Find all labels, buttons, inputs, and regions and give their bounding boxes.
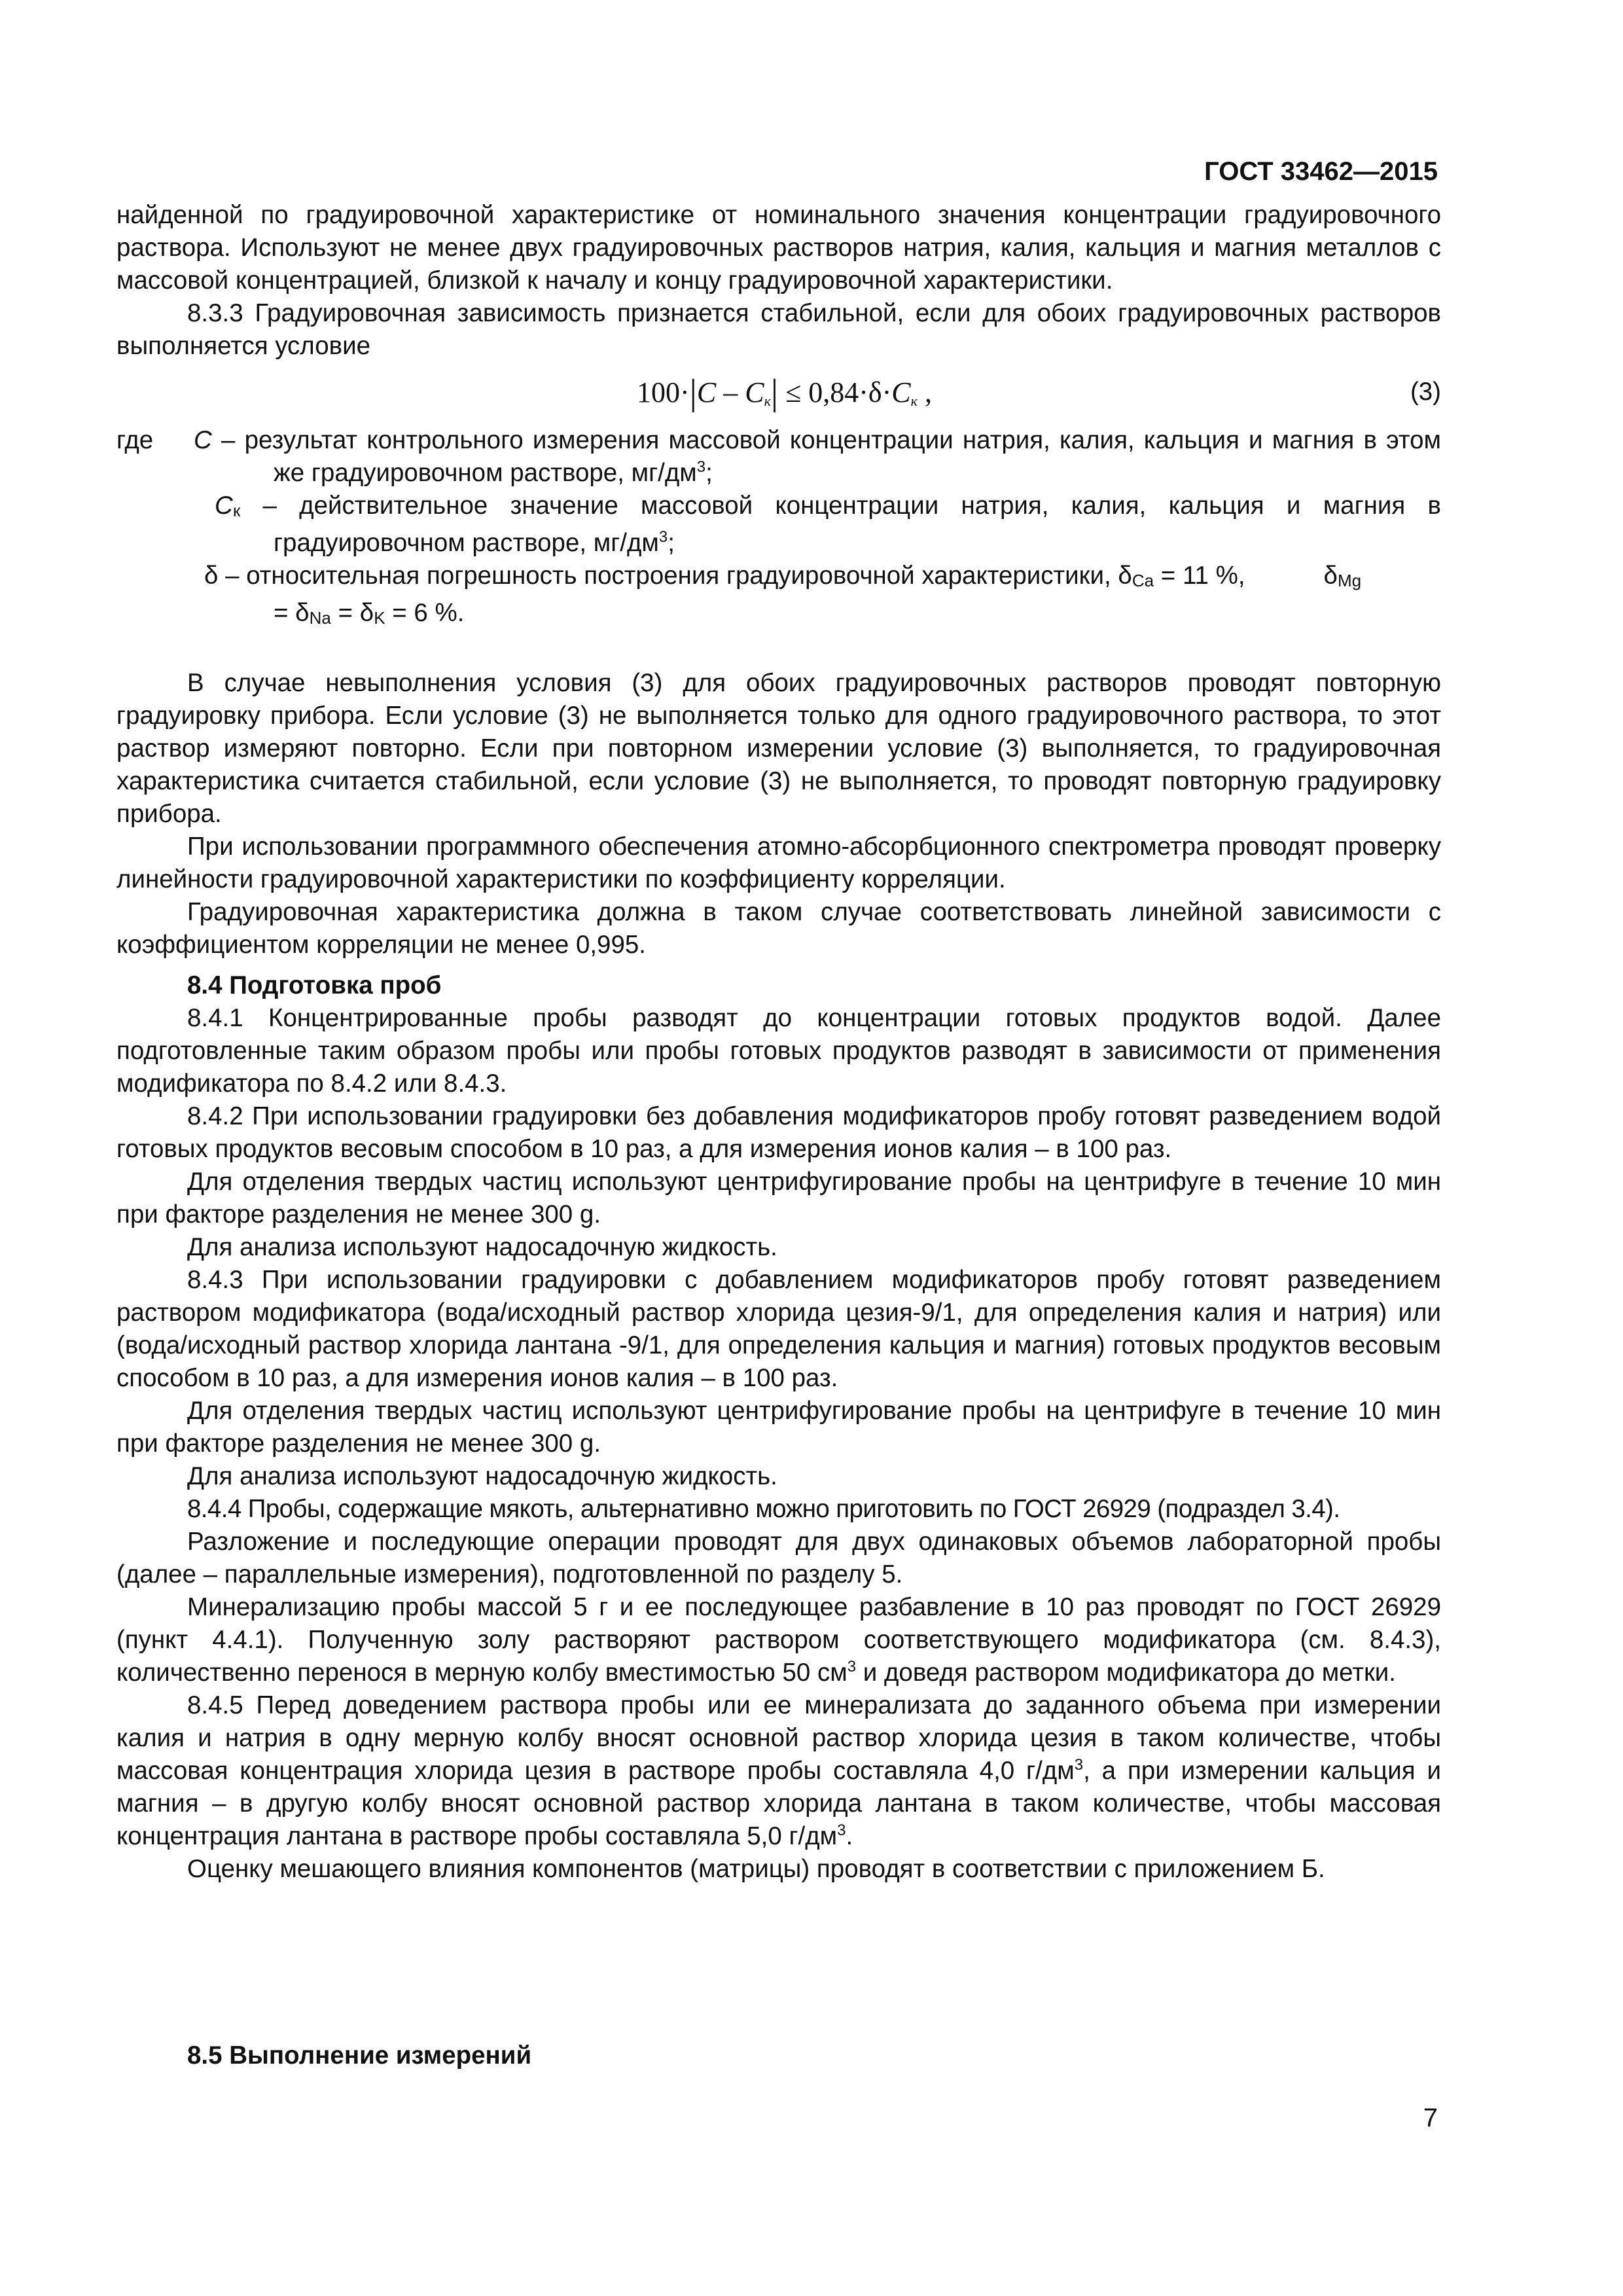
paragraph-8-4-2-centrifuge: Для отделения твердых частиц используют центрифугирование пробы на центрифуге в течение 10 мин при факторе разделения не менее 300 g.: [116, 1168, 1441, 1229]
paragraph-8-4-4-mineralization: Минерализацию пробы массой 5 г и ее последующее разбавление в 10 раз проводят по ГОСТ 26929 (пункт 4.4.1). Полученную золу растворяют раствором соответствующего модификатора (см. 8.4.3), количественно перенося в мерную колбу вместимостью 50 $см^3$ и доведя раствором модификатора до метки.: [116, 1593, 1441, 1687]
where-word: где: [116, 426, 154, 454]
formula-number: (3): [1410, 378, 1441, 406]
standard-header: ГОСТ 33462—2015: [1204, 157, 1438, 186]
paragraph-8-3-3: 8.3.3 Градуировочная зависимость признается стабильной, если для обоих градуировочных растворов выполняется условие: [116, 299, 1441, 360]
paragraph-8-4-4-decomposition: Разложение и последующие операции проводят для двух одинаковых объемов лабораторной пробы (далее – параллельные измерения), подготовленной по разделу 5.: [116, 1528, 1441, 1588]
paragraph-linearity: Градуировочная характеристика должна в таком случае соответствовать линейной зависимости с коэффициентом корреляции не менее 0,995.: [116, 898, 1441, 959]
paragraph-8-4-3-supernatant: Для анализа используют надосадочную жидкость.: [187, 1462, 777, 1490]
paragraph-8-4-2-supernatant: Для анализа используют надосадочную жидкость.: [187, 1233, 777, 1261]
section-8-5-title: 8.5 Выполнение измерений: [187, 2041, 532, 2070]
paragraph-8-4-4: 8.4.4 Пробы, содержащие мякоть, альтернативно можно приготовить по ГОСТ 26929 (подраздел 3.4).: [187, 1495, 1340, 1523]
page-number: 7: [1423, 2104, 1438, 2132]
where-ck: Ск – действительное значение массовой концентрации натрия, калия, кальция и магния в градуировочном растворе, $мг/дм^3$;: [215, 492, 1441, 557]
paragraph-8-4-3: 8.4.3 При использовании градуировки с добавлением модификаторов пробу готовят разведением раствором модификатора (вода/исходный раствор хлорида цезия-9/1, для определения калия и натрия) или (вода/исходный раствор хлорида лантана -9/1, для определения кальция и магния) готовых продуктов весовым способом в 10 раз, а для измерения ионов калия – в 100 раз.: [116, 1266, 1441, 1392]
paragraph-intro: найденной по градуировочной характеристике от номинального значения концентрации градуировочного раствора. Используют не менее двух градуировочных растворов натрия, калия, кальция и магния металлов с массовой концентрацией, близкой к началу и концу градуировочной характеристики.: [116, 201, 1441, 295]
paragraph-8-4-5: 8.4.5 Перед доведением раствора пробы или ее минерализата до заданного объема при измерении калия и натрия в одну мерную колбу вносят основной раствор хлорида цезия в таком количестве, чтобы массовая концентрация хлорида цезия в растворе пробы составляла 4,0 $г/дм^3$, а при измерении кальция и магния – в другую колбу вносят основной раствор хлорида лантана в таком количестве, чтобы массовая концентрация лантана в растворе пробы составляла 5,0 $г/дм^3$.: [116, 1691, 1442, 1850]
where-block: [116, 424, 1441, 634]
formula-expression: $100\cdot|C - C_к| \le 0,84\cdot\delta\cdot C_к$ ,: [637, 372, 932, 413]
formula-3: [116, 369, 1441, 419]
paragraph-8-4-1: 8.4.1 Концентрированные пробы разводят до концентрации готовых продуктов водой. Далее подготовленные таким образом пробы или пробы готовых продуктов разводят в зависимости от применения модификатора по 8.4.2 или 8.4.3.: [116, 1004, 1441, 1098]
where-c: С – результат контрольного измерения массовой концентрации натрия, калия, кальция и магния в этом же градуировочном растворе, $мг/дм^3$;: [194, 426, 1441, 487]
paragraph-8-4-3-centrifuge: Для отделения твердых частиц используют центрифугирование пробы на центрифуге в течение 10 мин при факторе разделения не менее 300 g.: [116, 1397, 1441, 1458]
paragraph-condition-fail: В случае невыполнения условия (3) для обоих градуировочных растворов проводят повторную градуировку прибора. Если условие (3) не выполняется только для одного градуировочного раствора, то этот раствор измеряют повторно. Если при повторном измерении условие (3) выполняется, то градуировочная характеристика считается стабильной, если условие (3) не выполняется, то проводят повторную градуировку прибора.: [116, 669, 1441, 828]
where-delta: δ – относительная погрешность построения градуировочной характеристики, δCa = 11 %, δMg = δNa = δK = 6 %.: [204, 562, 1362, 628]
paragraph-matrix-effect: Оценку мешающего влияния компонентов (матрицы) проводят в соответствии с приложением Б.: [187, 1855, 1325, 1883]
paragraph-8-4-2: 8.4.2 При использовании градуировки без добавления модификаторов пробу готовят разведением водой готовых продуктов весовым способом в 10 раз, а для измерения ионов калия – в 100 раз.: [116, 1102, 1441, 1163]
body-text: [116, 199, 1441, 1886]
section-8-4-title: 8.4 Подготовка проб: [187, 971, 442, 999]
paragraph-software: При использовании программного обеспечения атомно-абсорбционного спектрометра проводят проверку линейности градуировочной характеристики по коэффициенту корреляции.: [116, 833, 1441, 893]
